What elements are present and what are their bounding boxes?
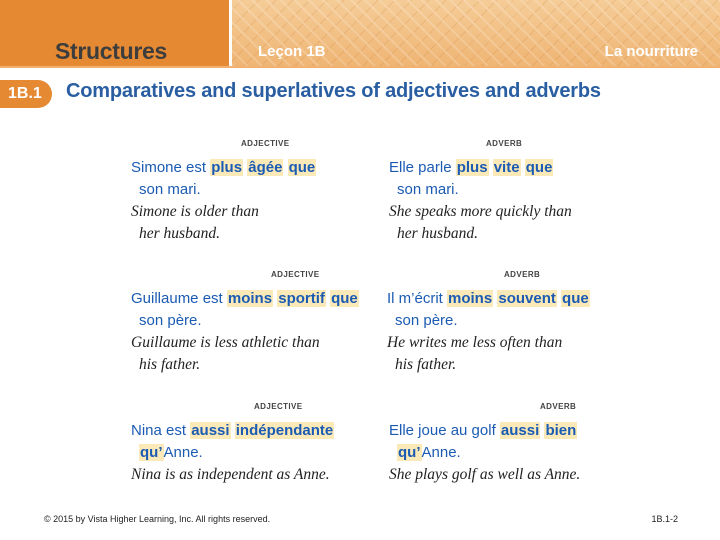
header-separator bbox=[229, 0, 232, 66]
french-sentence: Simone est plus âgée que bbox=[131, 159, 316, 176]
french-sentence-continued: son père. bbox=[139, 312, 202, 329]
french-sentence: Nina est aussi indépendante bbox=[131, 422, 334, 439]
french-sentence-continued: son père. bbox=[395, 312, 458, 329]
topic-title: Comparatives and superlatives of adjectives and adverbs bbox=[66, 80, 601, 102]
example-tag-adjective: ADJECTIVE bbox=[254, 402, 303, 411]
example-adverb-aussi bbox=[389, 420, 580, 486]
french-sentence: Il m’écrit moins souvent que bbox=[387, 290, 589, 307]
example-adjective-plus bbox=[131, 157, 316, 245]
example-tag-adjective: ADJECTIVE bbox=[271, 270, 320, 279]
french-sentence: Elle parle plus vite que bbox=[389, 159, 553, 176]
section-badge: 1B.1 bbox=[0, 80, 52, 108]
english-translation: She plays golf as well as Anne. bbox=[389, 466, 581, 483]
example-tag-adjective: ADJECTIVE bbox=[241, 139, 290, 148]
english-translation: He writes me less often than bbox=[387, 334, 563, 351]
french-sentence-continued: qu’Anne. bbox=[140, 444, 203, 461]
copyright-notice: © 2015 by Vista Higher Learning, Inc. All rights reserved. bbox=[44, 514, 271, 524]
example-tag-adverb: ADVERB bbox=[540, 402, 577, 411]
french-sentence-continued: qu’Anne. bbox=[398, 444, 461, 461]
example-adjective-moins bbox=[131, 288, 359, 376]
english-translation: She speaks more quickly than bbox=[389, 203, 572, 220]
english-translation-continued: his father. bbox=[395, 356, 457, 373]
header-title: Structures bbox=[55, 38, 168, 64]
header-lesson: Leçon 1B bbox=[258, 43, 326, 60]
english-translation: Simone is older than bbox=[131, 203, 259, 220]
english-translation-continued: his father. bbox=[139, 356, 201, 373]
header-band bbox=[0, 0, 720, 66]
english-translation: Guillaume is less athletic than bbox=[131, 334, 320, 351]
french-sentence: Elle joue au golf aussi bien bbox=[389, 422, 577, 439]
example-tag-adverb: ADVERB bbox=[486, 139, 523, 148]
example-tag-adverb: ADVERB bbox=[504, 270, 541, 279]
english-translation: Nina is as independent as Anne. bbox=[131, 466, 330, 483]
example-adjective-aussi bbox=[131, 420, 334, 486]
english-translation-continued: her husband. bbox=[139, 225, 220, 242]
french-sentence-continued: son mari. bbox=[397, 181, 459, 198]
example-adverb-moins bbox=[387, 288, 590, 376]
header-rule bbox=[0, 66, 720, 68]
french-sentence: Guillaume est moins sportif que bbox=[131, 290, 358, 307]
example-adverb-plus bbox=[389, 157, 572, 245]
slide-number: 1B.1-2 bbox=[651, 514, 678, 524]
english-translation-continued: her husband. bbox=[397, 225, 478, 242]
header-section: La nourriture bbox=[604, 43, 698, 60]
french-sentence-continued: son mari. bbox=[139, 181, 201, 198]
